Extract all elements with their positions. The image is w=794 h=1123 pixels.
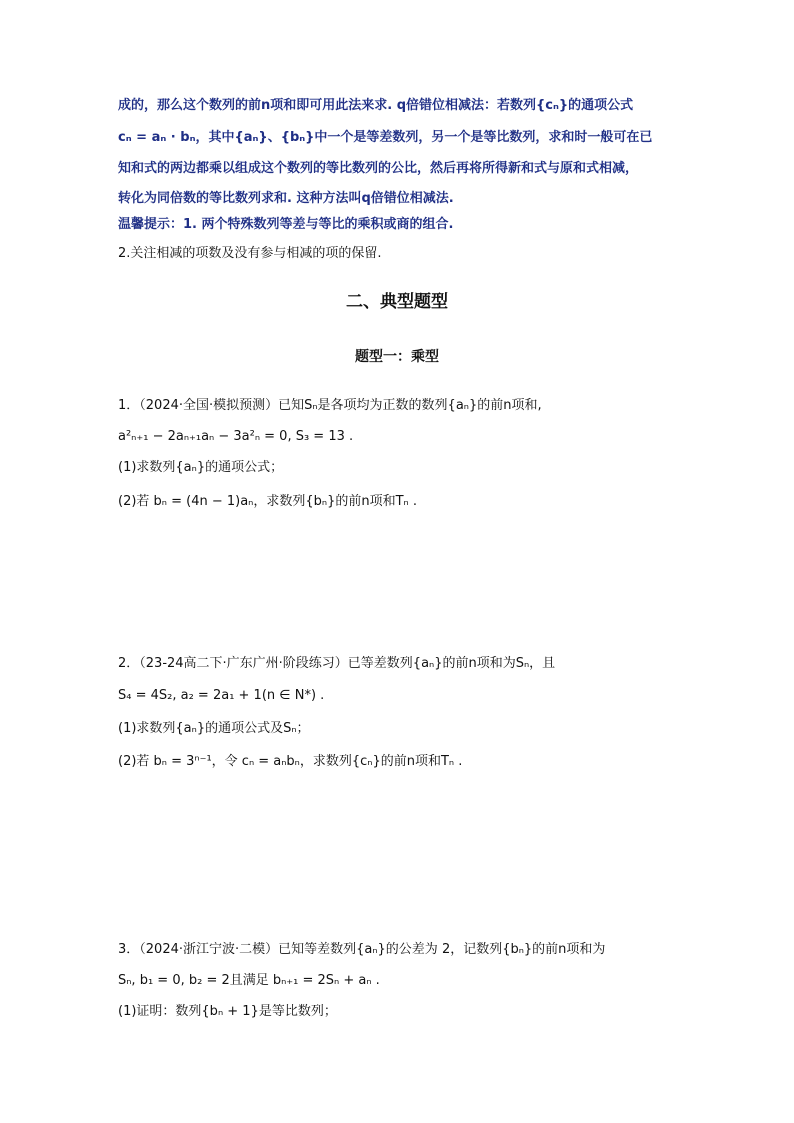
method-text-line-3: 知和式的两边都乘以组成这个数列的等比数列的公比，然后再将所得新和式与原和式相减，	[118, 161, 639, 176]
problem-2-part-2: (2)若 bₙ = 3ⁿ⁻¹，令 cₙ = aₙbₙ，求数列{cₙ}的前n项和Tₙ .	[118, 754, 463, 769]
tip-line-2: 2.关注相减的项数及没有参与相减的项的保留.	[118, 246, 382, 261]
problem-2-condition: S₄ = 4S₂, a₂ = 2a₁ + 1(n ∈ N*) .	[118, 688, 325, 703]
problem-3-condition: Sₙ, b₁ = 0, b₂ = 2且满足 bₙ₊₁ = 2Sₙ + aₙ .	[118, 973, 380, 988]
method-text-line-1: 成的，那么这个数列的前n项和即可用此法来求. q倍错位相减法：若数列{cₙ}的通项公式	[118, 98, 634, 113]
problem-3-stem: 3．（2024·浙江宁波·二模）已知等差数列{aₙ}的公差为 2，记数列{bₙ}的前n项和为	[118, 942, 606, 957]
subsection-title: 题型一：乘型	[355, 349, 439, 365]
method-text-line-2: cₙ = aₙ · bₙ，其中{aₙ}、{bₙ}中一个是等差数列，另一个是等比数列，求和时一般可在已	[118, 130, 653, 145]
problem-2-stem: 2．（23-24高二下·广东广州·阶段练习）已等差数列{aₙ}的前n项和为Sₙ，且	[118, 656, 556, 671]
method-text-line-4: 转化为同倍数的等比数列求和. 这种方法叫q倍错位相减法.	[118, 191, 454, 206]
problem-1-condition: a²ₙ₊₁ − 2aₙ₊₁aₙ − 3a²ₙ = 0, S₃ = 13 .	[118, 429, 354, 444]
problem-1-part-2: (2)若 bₙ = (4n − 1)aₙ，求数列{bₙ}的前n项和Tₙ .	[118, 494, 417, 509]
problem-3-part-1: (1)证明：数列{bₙ + 1}是等比数列；	[118, 1004, 337, 1019]
problem-2-part-1: (1)求数列{aₙ}的通项公式及Sₙ；	[118, 721, 310, 736]
problem-1-stem: 1．（2024·全国·模拟预测）已知Sₙ是各项均为正数的数列{aₙ}的前n项和,	[118, 398, 542, 413]
problem-1-part-1: (1)求数列{aₙ}的通项公式；	[118, 460, 284, 475]
section-title: 二、典型题型	[346, 292, 448, 312]
tip-line: 温馨提示：1. 两个特殊数列等差与等比的乘积或商的组合.	[118, 217, 454, 232]
